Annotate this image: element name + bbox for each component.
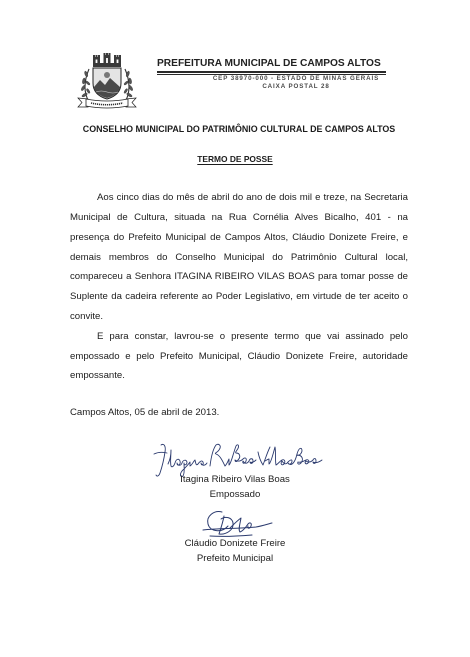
paragraph-2 bbox=[70, 327, 408, 386]
paragraph-line: convite. bbox=[70, 310, 104, 322]
shield bbox=[93, 68, 121, 99]
document-body bbox=[70, 188, 408, 386]
paragraph-line: Municipal de Cultura, situada na Rua Cornélia Alves Bicalho, 401 - na bbox=[70, 211, 408, 223]
letterhead-org-name: PREFEITURA MUNICIPAL DE CAMPOS ALTOS bbox=[157, 58, 381, 69]
signature-stroke bbox=[219, 516, 233, 534]
mural-crown bbox=[93, 53, 121, 67]
signature-stroke bbox=[210, 444, 256, 466]
paragraph-line: demais membros do Conselho Municipal do Patrimônio Cultural local, bbox=[70, 251, 408, 263]
paragraph-line: Suplente da cadeira referente ao Poder Legislativo, em virtude de ter aceito o bbox=[70, 291, 408, 303]
laurel-branch-left bbox=[81, 69, 91, 102]
signature-stroke bbox=[230, 518, 251, 532]
paragraph-line: Aos cinco dias do mês de abril do ano de dois mil e treze, na Secretaria bbox=[97, 192, 408, 204]
signatory-2 bbox=[135, 536, 335, 566]
laurel-branch-right bbox=[124, 69, 134, 102]
address-line: CEP 38970-000 - ESTADO DE MINAS GERAIS bbox=[212, 75, 380, 82]
signatory-role: Prefeito Municipal bbox=[196, 552, 274, 564]
signatory-name: Cláudio Donizete Freire bbox=[184, 537, 286, 549]
leaf bbox=[124, 80, 129, 85]
paragraph-line: empossante. bbox=[70, 370, 125, 382]
signature-stroke bbox=[258, 447, 322, 465]
council-heading: CONSELHO MUNICIPAL DO PATRIMÔNIO CULTURAL DE CAMPOS ALTOS bbox=[82, 124, 396, 134]
paragraph-line: E para constar, lavrou-se o presente termo que vai assinado pelo bbox=[97, 330, 408, 342]
letterhead-address bbox=[206, 75, 386, 91]
letterhead-rule bbox=[157, 71, 386, 73]
paragraph-line: presença do Prefeito Municipal de Campos Altos, Cláudio Donizete Freire, e bbox=[70, 231, 408, 243]
paragraph-1 bbox=[70, 188, 408, 327]
postal-box: CAIXA POSTAL 28 bbox=[262, 83, 330, 90]
signatory-1 bbox=[135, 472, 335, 502]
document-title bbox=[135, 152, 335, 166]
signature-stroke bbox=[203, 523, 272, 530]
signature-stroke bbox=[208, 512, 228, 531]
signatory-name: Itagina Ribeiro Vilas Boas bbox=[180, 473, 290, 485]
paragraph-line: compareceu a Senhora ITAGINA RIBEIRO VILAS BOAS para tomar posse de bbox=[70, 271, 408, 283]
signature-strokes bbox=[203, 512, 272, 537]
document-title-text: TERMO DE POSSE bbox=[197, 154, 273, 164]
sun-icon bbox=[104, 72, 110, 78]
leaf bbox=[85, 80, 90, 85]
signatory-role: Empossado bbox=[209, 488, 261, 500]
coat-of-arms-icon bbox=[76, 52, 138, 110]
place-and-date: Campos Altos, 05 de abril de 2013. bbox=[70, 407, 220, 418]
paragraph-line: empossado e pelo Prefeito Municipal, Cláudio Donizete Freire, autoridade bbox=[70, 350, 408, 362]
